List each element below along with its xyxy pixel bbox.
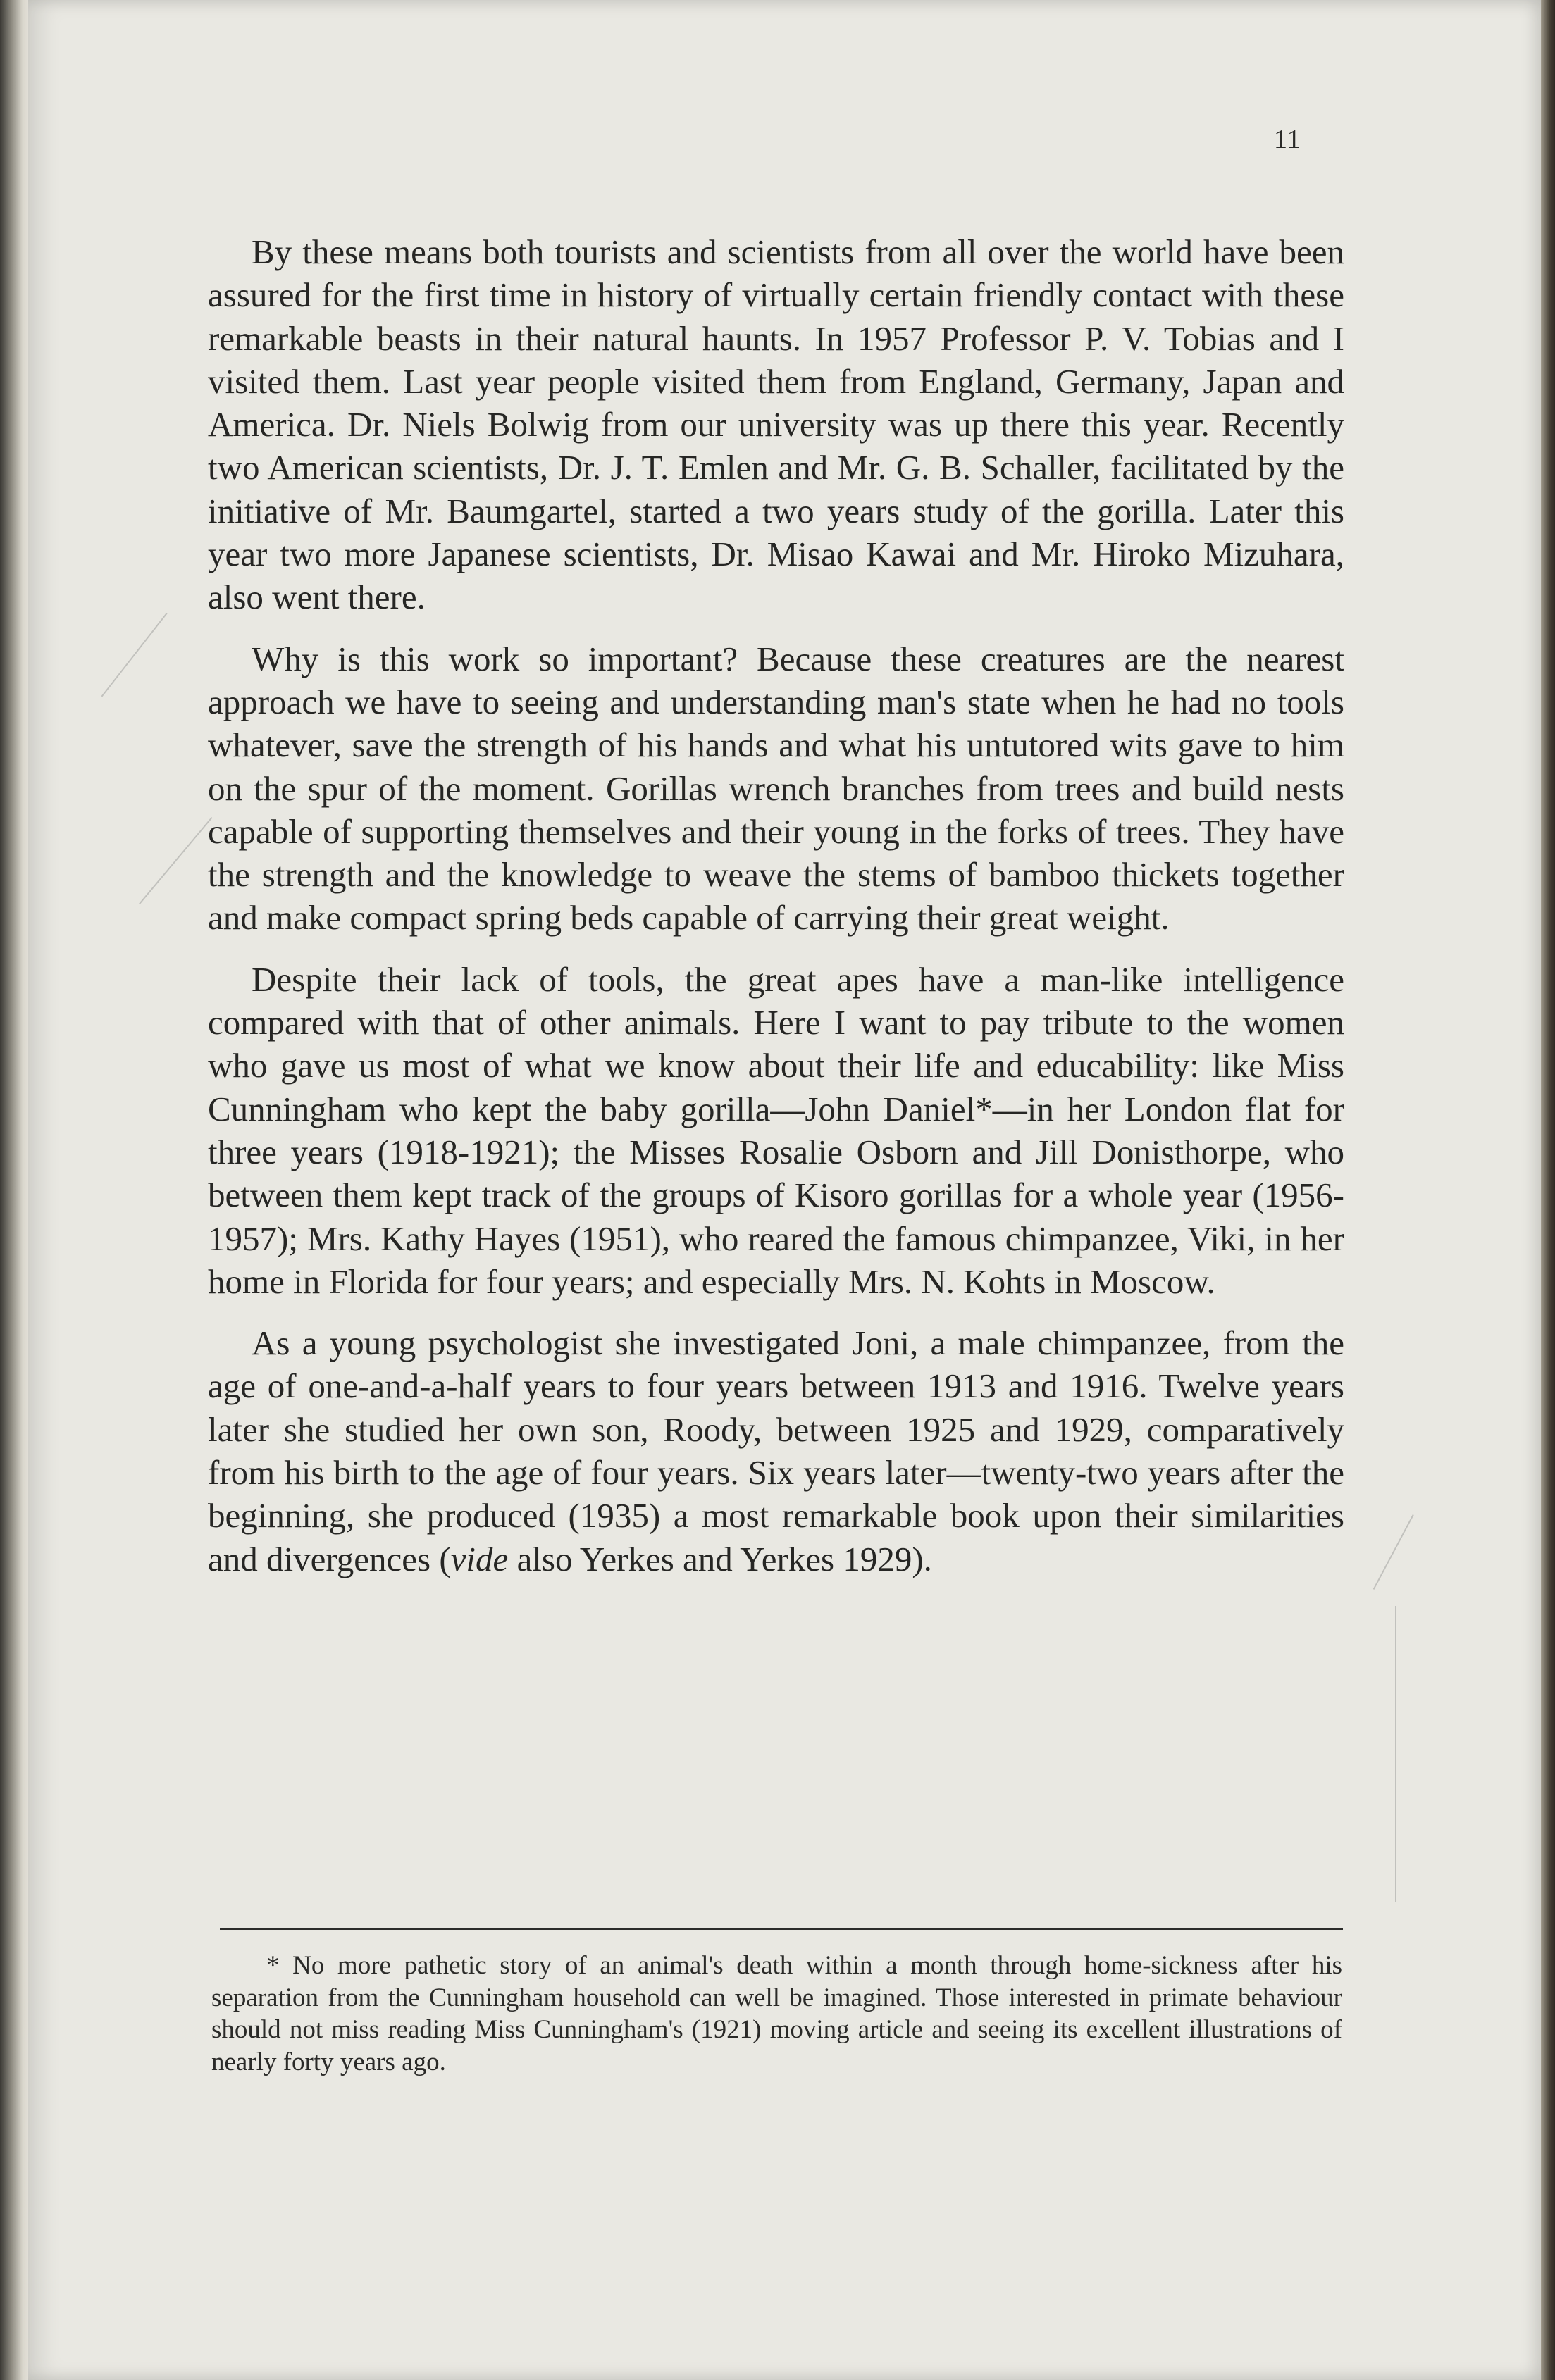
paragraph-2: Why is this work so important? Because these creatures are the nearest approach we have to seeing and understanding man's state when he had no tools whatever, save the strength of his hands and what his untutored wits gave to him on the spur of the moment. Gorillas wrench branches from trees and build nests capable of supporting themselves and their young in the forks of trees. They have the strength and the knowledge to weave the stems of bamboo thickets together and make compact spring beds capable of carrying their great weight. bbox=[208, 639, 1344, 937]
footnote: * No more pathetic story of an animal's death within a month through home-sickness after his separation from the Cunningham household can well be imagined. Those interested in primate behaviour should not miss reading Miss Cunningham's (1921) moving article and seeing its excellent illustrations of nearly forty years ago. bbox=[211, 1951, 1342, 2076]
body-text bbox=[208, 230, 1344, 1599]
footnote-divider bbox=[220, 1928, 1343, 1930]
paragraph-4-text-end: also Yerkes and Yerkes 1929). bbox=[508, 1539, 932, 1578]
book-binding-right bbox=[1541, 0, 1555, 2380]
page-number: 11 bbox=[1274, 125, 1301, 154]
pencil-mark bbox=[1395, 1606, 1396, 1902]
paragraph-3: Despite their lack of tools, the great apes have a man-like intelligence compared with that of other animals. Here I want to pay tribute to the women who gave us most of what we know about their life and educability: like Miss Cunningham who kept the baby gorilla—John Daniel*—in her London flat for three years (1918-1921); the Misses Rosalie Osborn and Jill Donisthorpe, who between them kept track of the groups of Kisoro gorillas for a whole year (1956-1957); Mrs. Kathy Hayes (1951), who reared the famous chimpanzee, Viki, in her home in Florida for four years; and especially Mrs. N. Kohts in Moscow. bbox=[208, 959, 1344, 1301]
paragraph-1: By these means both tourists and scientists from all over the world have been assured for the first time in history of virtually certain friendly contact with these remarkable beasts in their natural haunts. In 1957 Professor P. V. Tobias and I visited them. Last year people visited them from England, Germany, Japan and America. Dr. Niels Bolwig from our university was up there this year. Recently two American scientists, Dr. J. T. Emlen and Mr. G. B. Schaller, facilitated by the initiative of Mr. Baumgartel, started a two years study of the gorilla. Later this year two more Japanese scientists, Dr. Misao Kawai and Mr. Hiroko Mizuhara, also went there. bbox=[208, 232, 1344, 617]
paragraph-4-text: As a young psychologist she investigated Joni, a male chimpanzee, from the age of one-and-a-half years to four years between 1913 and 1916. Twelve years later she studied her own son, Roody, between 1925 and 1929, comparatively from his birth to the age of four years. Six years later—twenty-two years after the beginning, she produced (1935) a most remarkable book upon their similarities and divergences ( bbox=[208, 1323, 1344, 1578]
paragraph-4 bbox=[208, 1321, 1344, 1581]
paragraph-4-italic: vide bbox=[450, 1539, 509, 1578]
